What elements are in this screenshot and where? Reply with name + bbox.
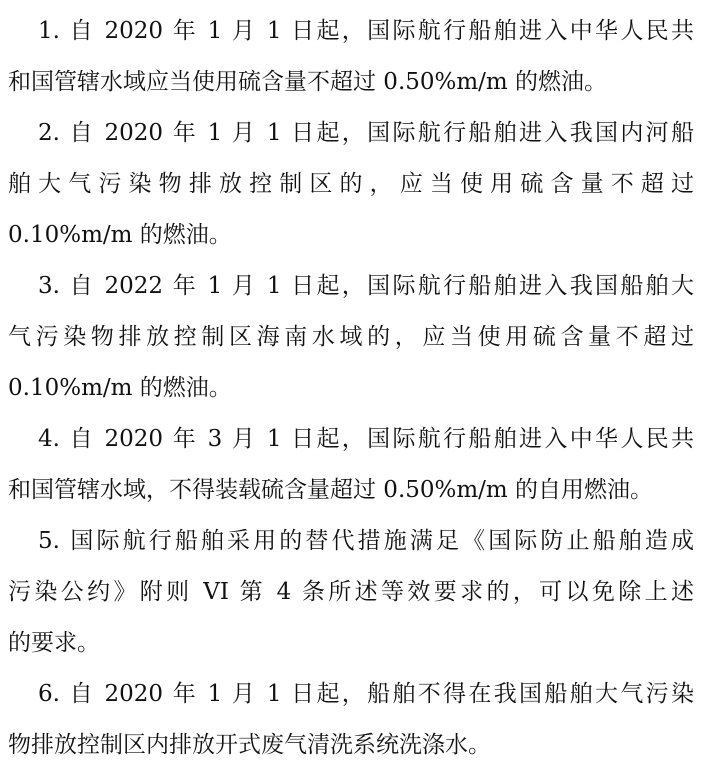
paragraph-line: 舶大气污染物排放控制区的，应当使用硫含量不超过 <box>8 171 694 197</box>
paragraph-line: 6. 自 2020 年 1 月 1 日起，船舶不得在我国船舶大气污染 <box>38 681 694 707</box>
paragraph-line: 和国管辖水域应当使用硫含量不超过 0.50%m/m 的燃油。 <box>8 69 608 95</box>
paragraph-line: 和国管辖水域，不得装载硫含量超过 0.50%m/m 的自用燃油。 <box>8 477 654 503</box>
paragraph-line: 污染公约》附则 VI 第 4 条所述等效要求的，可以免除上述 <box>8 579 694 605</box>
paragraph-line: 0.10%m/m 的燃油。 <box>8 222 232 248</box>
paragraph-3 <box>8 261 694 414</box>
paragraph-line: 物排放控制区内排放开式废气清洗系统洗涤水。 <box>8 732 491 758</box>
paragraph-1 <box>8 6 694 108</box>
paragraph-line: 1. 自 2020 年 1 月 1 日起，国际航行船舶进入中华人民共 <box>38 18 694 44</box>
paragraph-line: 4. 自 2020 年 3 月 1 日起，国际航行船舶进入中华人民共 <box>38 426 694 452</box>
paragraph-4 <box>8 414 694 516</box>
paragraph-line: 气污染物排放控制区海南水域的，应当使用硫含量不超过 <box>8 324 694 350</box>
paragraph-line: 5. 国际航行船舶采用的替代措施满足《国际防止船舶造成 <box>38 528 694 554</box>
paragraph-6 <box>8 669 694 771</box>
paragraph-line: 的要求。 <box>8 630 100 656</box>
paragraph-line: 0.10%m/m 的燃油。 <box>8 375 232 401</box>
paragraph-line: 2. 自 2020 年 1 月 1 日起，国际航行船舶进入我国内河船 <box>38 120 694 146</box>
paragraph-5 <box>8 516 694 669</box>
paragraph-2 <box>8 108 694 261</box>
paragraph-line: 3. 自 2022 年 1 月 1 日起，国际航行船舶进入我国船舶大 <box>38 273 694 299</box>
